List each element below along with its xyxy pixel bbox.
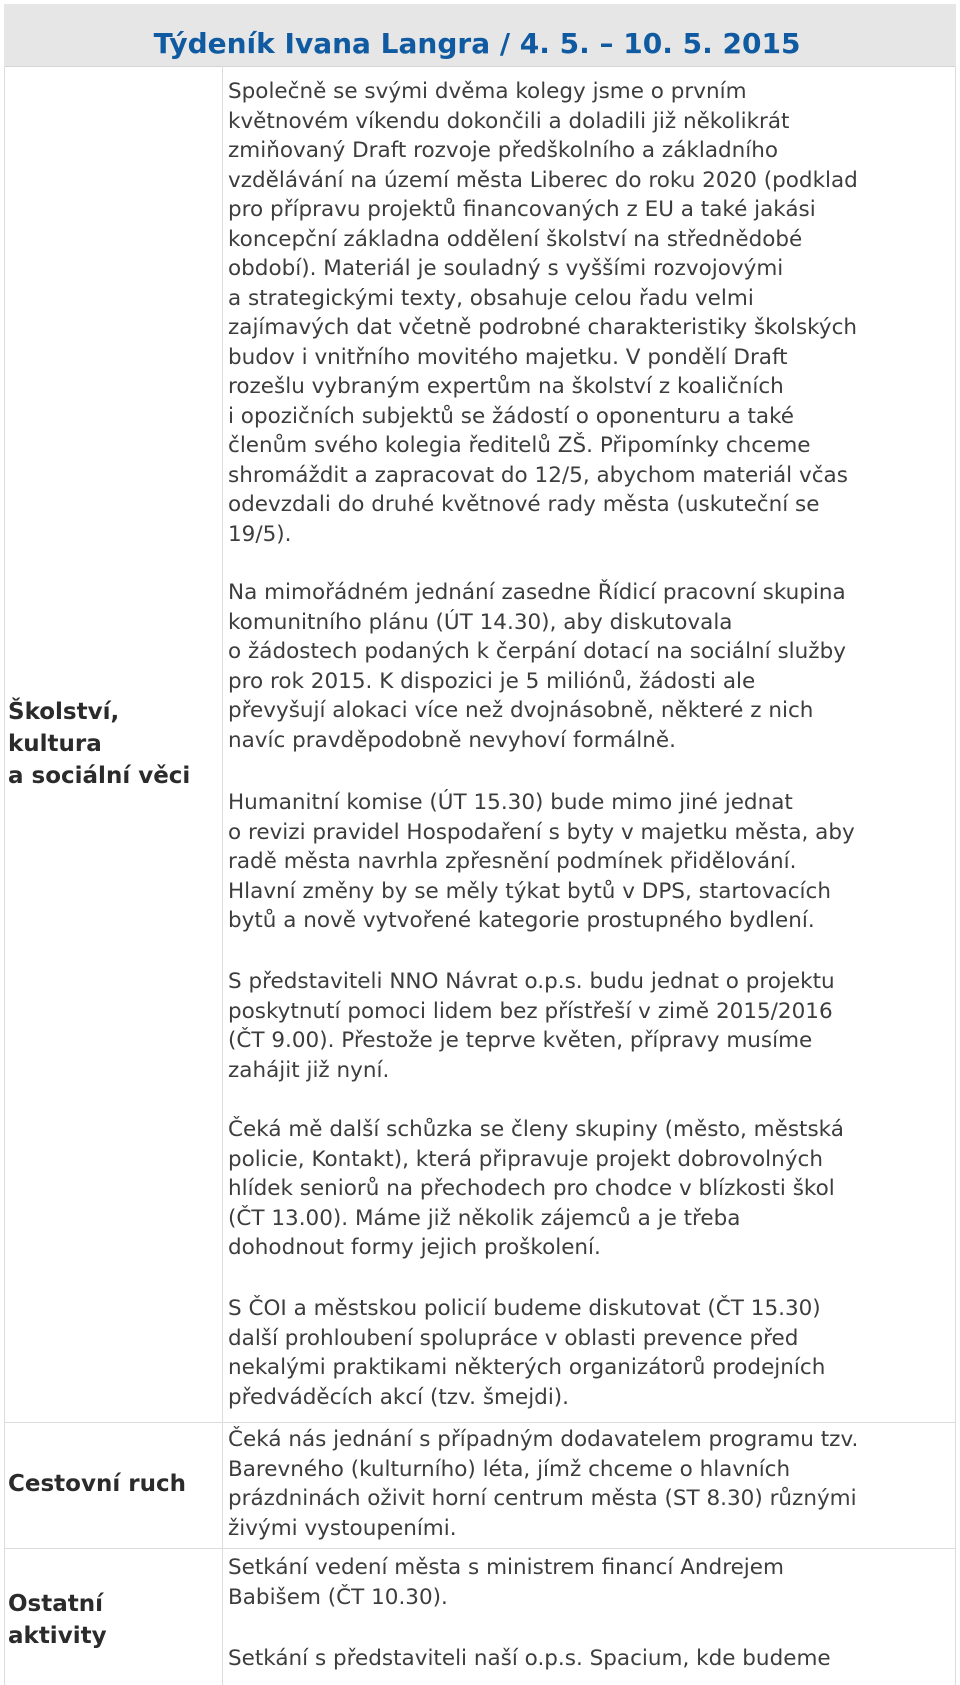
paragraph-spacium-meeting: Setkání s představiteli naší o.p.s. Spacium, kde budeme — [228, 1646, 831, 1671]
document-title: Týdeník Ivana Langra / 4. 5. – 10. 5. 2015 — [153, 27, 801, 60]
document-header — [4, 4, 956, 67]
paragraph-education-draft: Společně se svými dvěma kolegy jsme o prvním květnovém víkendu dokončili a doladili již několikrát zmiňovaný Draft rozvoje předškolního a základního vzdělávání na území města Liberec do roku 2020 (podklad pro přípravu projektů financovaných z EU a také jakási koncepční základna oddělení školství na střednědobé období). Materiál je souladný s vyššími rozvojovými a strategickými texty, obsahuje celou řadu velmi zajímavých dat včetně podrobné charakteristiky školských budov i vnitřního movitého majetku. V pondělí Draft rozešlu vybraným expertům na školství z koaličních i opozičních subjektů se žádostí o oponenturu a také členům svého kolegia ředitelů ZŠ. Připomínky chceme shromáždit a zapracovat do 12/5, abychom materiál včas odevzdali do druhé květnové rady města (uskuteční se 19/5). — [228, 79, 858, 547]
table-left-border — [4, 66, 5, 1685]
row-divider-other — [4, 1548, 956, 1549]
paragraph-senior-patrols: Čeká mě další schůzka se členy skupiny (město, městská policie, Kontakt), která připravuje projekt dobrovolných hlídek seniorů na přechodech pro chodce v blízkosti škol (ČT 13.00). Máme již několik zájemců a je třeba dohodnout formy jejich proškolení. — [228, 1117, 844, 1260]
paragraph-colorful-summer: Čeká nás jednání s případným dodavatelem programu tzv. Barevného (kulturního) léta, jímž chceme o hlavních prázdninách oživit horní centrum města (ST 8.30) různými živými vystoupeními. — [228, 1427, 859, 1541]
paragraph-minister-meeting: Setkání vedení města s ministrem financí Andrejem Babišem (ČT 10.30). — [228, 1555, 784, 1610]
table-column-divider — [222, 66, 223, 1685]
row-divider-tourism — [4, 1422, 956, 1423]
section-label-other-activities: Ostatní aktivity — [8, 1591, 107, 1649]
paragraph-coi-police: S ČOI a městskou policií budeme diskutovat (ČT 15.30) další prohloubení spolupráce v oblasti prevence před nekalými praktikami některých organizátorů prodejních předváděcích akcí (tzv. šmejdi). — [228, 1296, 826, 1410]
section-label-education: Školství, kultura a sociální věci — [8, 699, 191, 789]
paragraph-navrat-ops: S představiteli NNO Návrat o.p.s. budu jednat o projektu poskytnutí pomoci lidem bez přístřeší v zimě 2015/2016 (ČT 9.00). Přestože je teprve květen, přípravy musíme zahájit již nyní. — [228, 969, 835, 1083]
section-label-tourism: Cestovní ruch — [8, 1471, 186, 1497]
document-page — [4, 4, 956, 1685]
paragraph-community-plan: Na mimořádném jednání zasedne Řídicí pracovní skupina komunitního plánu (ÚT 14.30), aby diskutovala o žádostech podaných k čerpání dotací na sociální služby pro rok 2015. K dispozici je 5 miliónů, žádosti ale převyšují alokaci více než dvojnásobně, některé z nich navíc pravděpodobně nevyhoví formálně. — [228, 580, 846, 753]
table-right-border — [955, 66, 956, 1685]
paragraph-humanitarian-commission: Humanitní komise (ÚT 15.30) bude mimo jiné jednat o revizi pravidel Hospodaření s byty v majetku města, aby radě města navrhla zpřesnění podmínek přidělování. Hlavní změny by se měly týkat bytů v DPS, startovacích bytů a nově vytvořené kategorie prostupného bydlení. — [228, 790, 855, 933]
